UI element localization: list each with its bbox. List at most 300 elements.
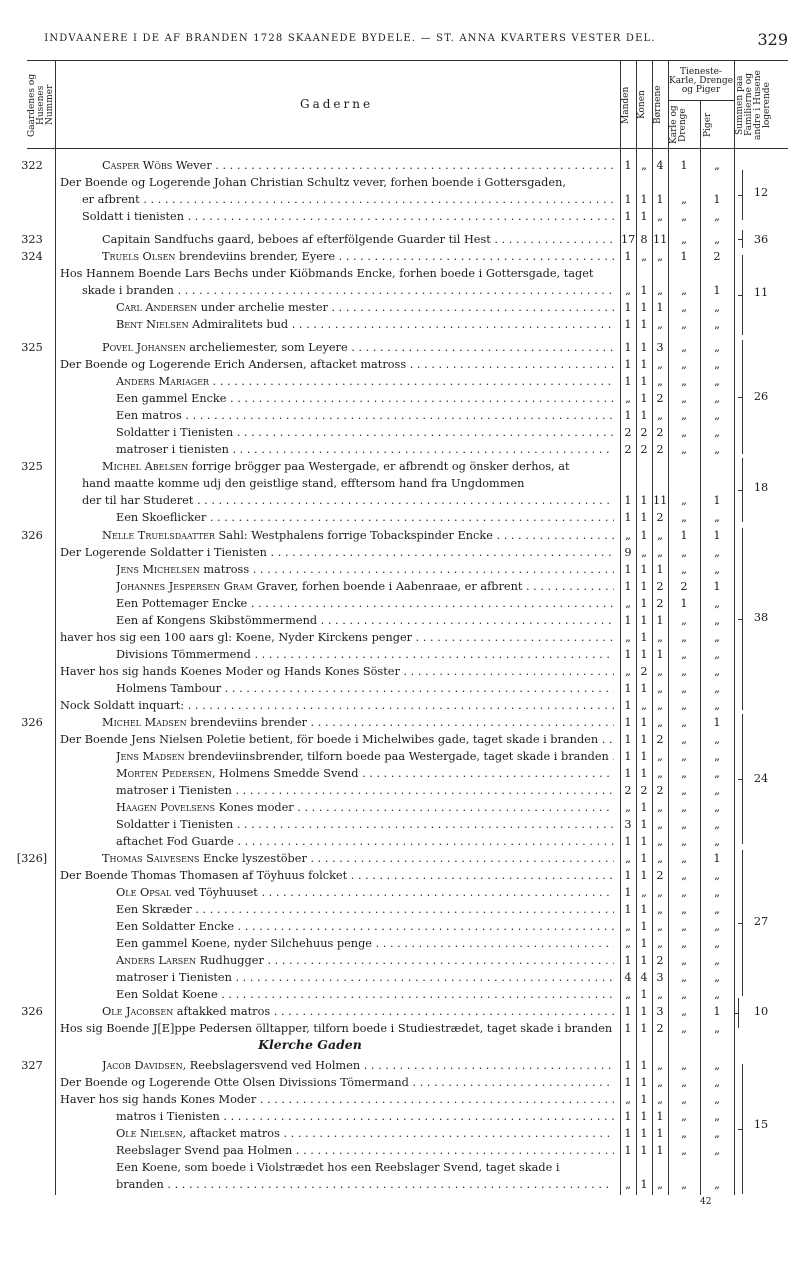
count-d: „ [681,716,687,729]
entry-description: Der Boende og Logerende Otte Olsen Divissions Tömermand [60,1076,409,1089]
count-b: „ [657,886,663,899]
entry-description: Der Boende Thomas Thomasen af Töyhuus folcket [60,869,348,882]
entry-description: matroser i tienisten [116,443,229,456]
count-m: „ [625,1178,631,1191]
entry-description: matroser i Tienisten [116,784,232,797]
count-p: „ [714,767,720,780]
count-k: 1 [640,869,648,882]
entry-text [116,969,614,986]
count-d: „ [681,426,687,439]
count-d: 1 [680,597,688,610]
count-k: 1 [640,920,648,933]
table-row [0,339,800,356]
person-name: Michel Madsen [102,716,187,729]
count-b: 3 [656,341,664,354]
entry-text [116,680,614,697]
table-row [0,373,800,390]
entry-text [102,527,614,544]
count-d: 1 [680,159,688,172]
entry-description: Een Pottemager Encke [116,597,248,610]
col-header-streets: Gaderne [300,97,374,111]
count-m: „ [625,597,631,610]
table-row [0,475,800,492]
count-d: „ [681,988,687,1001]
street-heading: Klerche Gaden [258,1037,362,1052]
table-row [0,1003,800,1020]
count-m: „ [625,937,631,950]
entry-text [116,901,614,918]
entry-description: matroser i Tienisten [116,971,232,984]
count-k: 1 [640,409,648,422]
count-m: 1 [624,580,632,593]
entry-description: matross [199,563,250,576]
count-p: „ [714,1093,720,1106]
person-name: Thomas Salvesens [102,852,200,865]
entry-text [116,935,614,952]
entry-description: Rudhugger [196,954,264,967]
table-row [0,407,800,424]
count-m: 1 [624,648,632,661]
table-row [0,1020,800,1037]
count-k: 1 [640,1076,648,1089]
count-d: „ [681,665,687,678]
entry-description: haver hos sig een 100 aars gl: Koene, Nyder Kirckens penger [60,631,413,644]
col-header-servants-boys: Karle og Drenge [669,105,688,145]
count-b: 11 [653,233,668,246]
entry-text [60,174,614,191]
count-m: „ [625,529,631,542]
count-p: „ [714,1059,720,1072]
count-d: „ [681,318,687,331]
person-name: Anders Larsen [116,954,197,967]
count-d: „ [681,1022,687,1035]
count-p: „ [714,920,720,933]
table-row [0,299,800,316]
count-k: 1 [640,801,648,814]
person-name: Carl Andersen [116,301,198,314]
count-p: „ [714,597,720,610]
count-k: 2 [640,426,648,439]
count-b: „ [657,835,663,848]
count-d: „ [681,443,687,456]
count-k: 1 [640,580,648,593]
count-k: 1 [640,318,648,331]
count-p: „ [714,801,720,814]
entry-text [60,356,614,373]
count-m: 4 [624,971,632,984]
count-p: „ [714,233,720,246]
count-b: „ [657,250,663,263]
entry-description: ved Töyhuuset [171,886,258,899]
count-k: 1 [640,301,648,314]
count-k: 1 [640,1110,648,1123]
count-d: „ [681,631,687,644]
count-p: 1 [713,529,721,542]
house-number: 325 [21,341,43,354]
house-number: 326 [21,529,43,542]
entry-description: Wever [172,159,212,172]
count-k: 1 [640,284,648,297]
entry-text [116,986,614,1003]
table-row [0,282,800,299]
entry-text [82,475,614,492]
count-k: 1 [640,716,648,729]
count-b: 1 [656,563,664,576]
count-b: 1 [656,1110,664,1123]
table-row [0,1142,800,1159]
count-p: 1 [713,1005,721,1018]
table-row [0,390,800,407]
household-total: 38 [753,611,769,624]
entry-description: Een matros [116,409,182,422]
entry-text [116,316,614,333]
entry-description: Capitain Sandfuchs gaard, beboes af efterfölgende Guarder til Hest [102,233,491,246]
count-m: 2 [624,784,632,797]
count-m: 1 [624,494,632,507]
entry-description: skade i branden [82,284,174,297]
count-p: „ [714,546,720,559]
count-b: „ [657,529,663,542]
count-m: „ [625,920,631,933]
entry-text [82,282,614,299]
entry-description: Hos Hannem Boende Lars Bechs under Kiöbmands Encke, forhen boede i Gottersgade, taget [60,267,594,280]
count-d: „ [681,767,687,780]
count-m: 1 [624,886,632,899]
household-total: 11 [753,286,769,299]
count-m: „ [625,631,631,644]
count-m: 1 [624,869,632,882]
count-p: „ [714,1178,720,1191]
count-b: „ [657,631,663,644]
entry-text [116,1176,614,1193]
entry-description: Een Soldatter Encke [116,920,235,933]
entry-description: Soldatter i Tienisten [116,818,234,831]
count-k: 1 [640,648,648,661]
entry-description: Haver hos sig hands Kones Moder [60,1093,257,1106]
count-d: „ [681,1076,687,1089]
count-k: 1 [640,1127,648,1140]
person-name: Jacob Davidsen, [102,1059,187,1072]
count-p: „ [714,886,720,899]
entry-description: Reebslager Svend paa Holmen [116,1144,293,1157]
count-b: „ [657,920,663,933]
entry-text [60,1074,614,1091]
count-b: „ [657,750,663,763]
count-p: „ [714,665,720,678]
entry-text [102,714,614,731]
count-d: „ [681,563,687,576]
table-row [0,578,800,595]
table-row [0,316,800,333]
entry-text [60,731,614,748]
entry-text [60,663,614,680]
entry-description: Divisions Tömmermend [116,648,251,661]
table-row [0,663,800,680]
count-k: 1 [640,733,648,746]
count-b: „ [657,818,663,831]
table-row [0,1091,800,1108]
table-row [0,714,800,731]
count-b: 2 [656,597,664,610]
table-row [0,1176,800,1193]
count-b: „ [657,665,663,678]
count-b: „ [657,1178,663,1191]
count-k: „ [641,546,647,559]
table-row [0,612,800,629]
count-p: „ [714,1110,720,1123]
entry-text [116,612,614,629]
count-m: 1 [624,563,632,576]
entry-text [102,1057,614,1074]
entry-description: Kones moder [214,801,294,814]
count-p: „ [714,409,720,422]
count-k: 1 [640,341,648,354]
table-row [0,731,800,748]
count-m: 1 [624,1127,632,1140]
count-p: „ [714,443,720,456]
count-k: 1 [640,767,648,780]
page-number: 329 [757,30,788,49]
entry-description: Der Boende Jens Nielsen Poletie betient, för boede i Michelwibes gade, taget skade i branden [60,733,599,746]
count-m: 1 [624,699,632,712]
entry-text [82,492,614,509]
person-name: Povel Johansen [102,341,186,354]
count-d: „ [681,733,687,746]
entry-text [116,782,614,799]
col-header-house-no: Gaardenes og Husenes Nummer [27,73,55,137]
col-header-children: Børnene [653,85,663,125]
entry-text [102,231,614,248]
count-b: „ [657,767,663,780]
table-row [0,697,800,714]
person-name: Michel Abelsen [102,460,189,473]
table-row [0,231,800,248]
entry-text [60,265,614,282]
count-d: „ [681,801,687,814]
entry-text [116,509,614,526]
count-d: „ [681,750,687,763]
count-b: 2 [656,511,664,524]
count-k: 1 [640,597,648,610]
entry-text [116,299,614,316]
count-d: „ [681,233,687,246]
entry-description: Hos sig Boende J[E]ppe Pedersen ölltapper, tilforn boede i Studiestrædet, taget skade i branden [60,1022,613,1035]
house-number: 324 [21,250,43,263]
person-name: Anders Mariager [116,375,210,388]
count-k: 1 [640,954,648,967]
count-p: 1 [713,580,721,593]
count-b: 2 [656,392,664,405]
count-b: 2 [656,1022,664,1035]
table-row [0,1159,800,1176]
count-d: „ [681,409,687,422]
count-p: „ [714,699,720,712]
table-row [0,1125,800,1142]
count-k: 1 [640,1178,648,1191]
entry-text [116,595,614,612]
running-header: INDVAANERE I DE AF BRANDEN 1728 SKAANEDE BYDELE. — ST. ANNA KVARTERS VESTER DEL. [44,33,656,44]
table-row [0,799,800,816]
count-m: 1 [624,1005,632,1018]
entry-description: brendeviins brender [186,716,307,729]
count-p: „ [714,903,720,916]
count-m: „ [625,988,631,1001]
entry-text [60,1091,614,1108]
entry-text [60,697,614,714]
count-m: 17 [621,233,636,246]
count-p: „ [714,682,720,695]
count-b: 2 [656,426,664,439]
house-number: [326] [16,852,48,865]
count-d: „ [681,784,687,797]
count-d: „ [681,869,687,882]
count-d: „ [681,1127,687,1140]
count-d: „ [681,852,687,865]
count-b: 1 [656,648,664,661]
count-d: „ [681,903,687,916]
entry-text [60,1020,614,1037]
count-p: 2 [713,250,721,263]
entry-description: Reebslagersvend ved Holmen [186,1059,361,1072]
entry-description: matros i Tienisten [116,1110,220,1123]
count-d: „ [681,835,687,848]
table-row [0,816,800,833]
entry-description: brendeviinsbrender, tilforn boede paa Westergade, taget skade i branden [184,750,609,763]
table-row [0,680,800,697]
person-name: Jens Michelsen [116,563,200,576]
table-top-rule [27,60,788,61]
count-m: 1 [624,250,632,263]
entry-description: aftachet Fod Guarde [116,835,234,848]
count-b: 2 [656,784,664,797]
entry-description: Soldatter i Tienisten [116,426,234,439]
count-m: 1 [624,409,632,422]
entry-description: Een af Kongens Skibstömmermend [116,614,318,627]
table-row [0,527,800,544]
count-m: 9 [624,546,632,559]
entry-description: Der Boende og Logerende Johan Christian Schultz vever, forhen boende i Gottersgaden, [60,176,566,189]
entry-description: Een Skoeflicker [116,511,207,524]
count-m: „ [625,665,631,678]
entry-text [102,248,614,265]
count-p: „ [714,341,720,354]
count-b: 3 [656,1005,664,1018]
count-k: 1 [640,375,648,388]
count-d: „ [681,699,687,712]
person-name: Casper Wöbs [102,159,173,172]
household-total: 10 [753,1005,769,1018]
count-k: 8 [640,233,648,246]
count-b: 2 [656,580,664,593]
count-p: „ [714,1022,720,1035]
entry-description: Der Boende og Logerende Erich Andersen, aftacket matross [60,358,407,371]
entry-text [116,1108,614,1125]
entry-text [60,629,614,646]
count-m: 1 [624,614,632,627]
entry-text [116,816,614,833]
entry-description: brendeviins brender, Eyere [175,250,336,263]
table-row [0,544,800,561]
table-row [0,1074,800,1091]
count-m: 1 [624,210,632,223]
count-d: „ [681,954,687,967]
table-row [0,765,800,782]
count-d: „ [681,546,687,559]
count-k: 1 [640,903,648,916]
count-d: „ [681,1093,687,1106]
count-b: „ [657,318,663,331]
table-row [0,833,800,850]
entry-description: Admiralitets bud [188,318,289,331]
house-number: 325 [21,460,43,473]
entry-text [102,850,614,867]
count-d: „ [681,971,687,984]
count-d: „ [681,301,687,314]
count-m: 2 [624,443,632,456]
count-p: „ [714,869,720,882]
count-k: 1 [640,1005,648,1018]
entry-description: aftakked matros [173,1005,271,1018]
count-k: 1 [640,358,648,371]
table-row [0,595,800,612]
table-row [0,969,800,986]
count-p: 1 [713,284,721,297]
count-b: 1 [656,193,664,206]
entry-text [116,1142,614,1159]
count-m: 1 [624,733,632,746]
col-header-servants-girls: Piger [703,112,713,138]
count-b: 2 [656,869,664,882]
table-row [0,509,800,526]
count-k: 1 [640,210,648,223]
count-m: „ [625,284,631,297]
count-b: 2 [656,443,664,456]
count-b: 1 [656,1127,664,1140]
household-total: 24 [753,772,769,785]
count-m: 1 [624,159,632,172]
count-p: „ [714,614,720,627]
count-k: 1 [640,682,648,695]
count-k: „ [641,886,647,899]
table-row [0,850,800,867]
count-b: 2 [656,954,664,967]
count-p: „ [714,375,720,388]
entry-text [116,884,614,901]
count-m: 1 [624,193,632,206]
house-number: 326 [21,1005,43,1018]
count-p: „ [714,750,720,763]
table-row [0,629,800,646]
count-b: „ [657,210,663,223]
count-m: 2 [624,426,632,439]
entry-text [102,1003,614,1020]
count-d: 1 [680,529,688,542]
person-name: Ole Nielsen, [116,1127,187,1140]
count-d: „ [681,1110,687,1123]
count-m: 1 [624,375,632,388]
entry-description: under archelie mester [197,301,328,314]
count-p: „ [714,159,720,172]
count-k: 1 [640,392,648,405]
count-b: „ [657,988,663,1001]
entry-text [116,918,614,935]
entry-description: Encke lyszestöber [199,852,307,865]
table-row [0,884,800,901]
count-p: „ [714,1127,720,1140]
table-row [0,157,800,174]
count-d: „ [681,614,687,627]
count-d: „ [681,1059,687,1072]
